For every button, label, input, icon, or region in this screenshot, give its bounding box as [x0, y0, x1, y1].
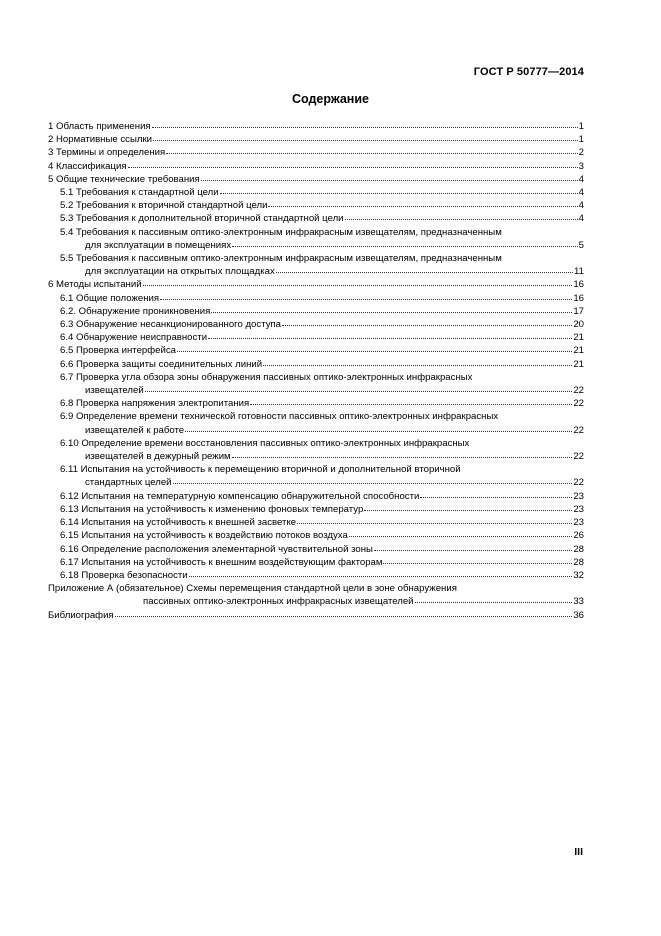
toc-entry[interactable]: [48, 292, 584, 305]
toc-entry-title: 6.14 Испытания на устойчивость к внешней засветке: [60, 517, 297, 529]
toc-entry-page: 16: [573, 292, 584, 304]
page-number: III: [574, 846, 583, 858]
toc-entry-title: извещателей в дежурный режим: [85, 451, 231, 463]
toc-entry-title: 5.4 Требования к пассивным оптико-электронным инфракрасным извещателям, предназначенным: [60, 226, 502, 238]
toc-entry-title: 6 Методы испытаний: [48, 279, 142, 291]
toc-entry[interactable]: [48, 318, 584, 331]
toc-entry-title: 6.1 Общие положения: [60, 292, 160, 304]
toc-entry[interactable]: [48, 186, 584, 199]
toc-entry-page: 4: [578, 187, 584, 199]
toc-entry-page: 23: [573, 503, 584, 515]
table-of-contents: [48, 120, 584, 622]
toc-entry-page: 23: [573, 490, 584, 502]
toc-entry[interactable]: [48, 358, 584, 371]
toc-entry-title: извещателей к работе: [85, 424, 185, 436]
dot-leader: [185, 424, 572, 432]
toc-entry-title: 6.4 Обнаружение неисправности: [60, 332, 208, 344]
toc-entry[interactable]: [48, 252, 584, 278]
dot-leader: [220, 186, 578, 194]
dot-leader: [208, 331, 572, 339]
toc-entry[interactable]: [48, 146, 584, 159]
toc-entry-title: Библиография: [48, 609, 114, 621]
dot-leader: [276, 265, 573, 273]
dot-leader: [201, 173, 578, 181]
toc-entry-title: 4 Классификация: [48, 160, 127, 172]
toc-entry-page: 28: [573, 543, 584, 555]
toc-entry-page: 26: [573, 530, 584, 542]
dot-leader: [166, 146, 577, 154]
toc-entry-title: 6.11 Испытания на устойчивость к перемещению вторичной и дополнительной вторичной: [60, 464, 461, 476]
dot-leader: [374, 543, 572, 551]
toc-entry-page: 21: [573, 345, 584, 357]
toc-entry-page: 22: [573, 451, 584, 463]
toc-entry-page: 36: [573, 609, 584, 621]
dot-leader: [211, 305, 572, 313]
toc-entry[interactable]: [48, 199, 584, 212]
dot-leader: [152, 120, 578, 128]
toc-entry[interactable]: [48, 344, 584, 357]
toc-entry[interactable]: [48, 503, 584, 516]
toc-entry[interactable]: [48, 305, 584, 318]
toc-entry-page: 23: [573, 517, 584, 529]
toc-entry-title: 5 Общие технические требования: [48, 173, 200, 185]
dot-leader: [177, 344, 572, 352]
toc-entry[interactable]: [48, 278, 584, 291]
toc-entry-title: для эксплуатации на открытых площадках: [85, 266, 275, 278]
toc-entry[interactable]: [48, 490, 584, 503]
toc-entry-page: 28: [573, 556, 584, 568]
toc-entry-page: 22: [573, 477, 584, 489]
toc-entry-title: Приложение А (обязательное) Схемы перемещения стандартной цели в зоне обнаружения: [48, 583, 457, 595]
toc-entry-page: 16: [573, 279, 584, 291]
toc-entry-title: 6.8 Проверка напряжения электропитания: [60, 398, 250, 410]
toc-entry-page: 21: [573, 332, 584, 344]
toc-entry-title: 6.6 Проверка защиты соединительных линий: [60, 358, 263, 370]
toc-entry[interactable]: [48, 173, 584, 186]
dot-leader: [153, 133, 578, 141]
toc-entry-title: 6.10 Определение времени восстановления пассивных оптико-электронных инфракрасных: [60, 437, 470, 449]
toc-entry[interactable]: [48, 331, 584, 344]
toc-entry-title: 6.2. Обнаружение проникновения: [60, 305, 211, 317]
toc-entry[interactable]: [48, 556, 584, 569]
toc-entry-title: 2 Нормативные ссылки: [48, 134, 153, 146]
dot-leader: [364, 503, 572, 511]
dot-leader: [189, 569, 573, 577]
dot-leader: [160, 292, 572, 300]
dot-leader: [128, 160, 578, 168]
toc-entry-page: 3: [578, 160, 584, 172]
dot-leader: [420, 490, 572, 498]
toc-entry-page: 21: [573, 358, 584, 370]
toc-entry-title: 6.17 Испытания на устойчивость к внешним воздействующим факторам: [60, 556, 383, 568]
toc-entry-page: 1: [578, 134, 584, 146]
toc-entry-title: 6.12 Испытания на температурную компенсацию обнаружительной способности: [60, 490, 420, 502]
toc-entry-title: 6.7 Проверка угла обзора зоны обнаружения пассивных оптико-электронных инфракрасных: [60, 371, 473, 383]
toc-entry-title: 6.13 Испытания на устойчивость к изменению фоновых температур: [60, 503, 364, 515]
toc-entry-page: 22: [573, 385, 584, 397]
toc-entry[interactable]: [48, 437, 584, 463]
toc-entry-title: 5.5 Требования к пассивным оптико-электронным инфракрасным извещателям, предназначенным: [60, 253, 502, 265]
document-code: ГОСТ Р 50777—2014: [473, 66, 584, 78]
toc-entry-title: 6.15 Испытания на устойчивость к воздействию потоков воздуха: [60, 530, 348, 542]
dot-leader: [143, 278, 573, 286]
toc-entry[interactable]: [48, 397, 584, 410]
toc-entry-title: 5.2 Требования к вторичной стандартной цели: [60, 200, 268, 212]
dot-leader: [173, 476, 573, 484]
toc-entry-page: 32: [573, 569, 584, 581]
dot-leader: [250, 397, 572, 405]
dot-leader: [268, 199, 577, 207]
toc-entry[interactable]: [48, 609, 584, 622]
dot-leader: [263, 358, 572, 366]
toc-entry-page: 4: [578, 200, 584, 212]
toc-entry[interactable]: [48, 410, 584, 436]
dot-leader: [345, 212, 578, 220]
toc-entry-title: извещателей: [85, 385, 144, 397]
toc-entry-title: 5.1 Требования к стандартной цели: [60, 187, 219, 199]
dot-leader: [232, 450, 573, 458]
toc-entry-title: 6.3 Обнаружение несанкционированного доступа: [60, 319, 282, 331]
toc-entry-title: 6.16 Определение расположения элементарной чувствительной зоны: [60, 543, 373, 555]
toc-entry-page: 20: [573, 319, 584, 331]
dot-leader: [115, 609, 573, 617]
toc-entry-page: 17: [573, 305, 584, 317]
dot-leader: [383, 556, 572, 564]
toc-entry[interactable]: [48, 160, 584, 173]
toc-entry[interactable]: [48, 569, 584, 582]
toc-entry[interactable]: [48, 226, 584, 252]
toc-entry-page: 1: [578, 121, 584, 132]
toc-entry[interactable]: [48, 543, 584, 556]
toc-entry-page: 4: [578, 173, 584, 185]
toc-entry-page: 22: [573, 398, 584, 410]
toc-entry-title: 6.5 Проверка интерфейса: [60, 345, 176, 357]
toc-entry-title: 6.18 Проверка безопасности: [60, 569, 188, 581]
toc-entry-page: 33: [573, 596, 584, 608]
dot-leader: [145, 384, 573, 392]
toc-entry[interactable]: [48, 371, 584, 397]
toc-entry-page: 11: [574, 266, 584, 278]
toc-entry-title: пассивных оптико-электронных инфракрасных извещателей: [143, 596, 414, 608]
toc-entry[interactable]: [48, 516, 584, 529]
dot-leader: [232, 239, 578, 247]
toc-entry-title: 5.3 Требования к дополнительной вторичной стандартной цели: [60, 213, 344, 225]
toc-entry-title: 1 Область применения: [48, 121, 151, 132]
toc-entry-page: 22: [573, 424, 584, 436]
toc-entry[interactable]: [48, 463, 584, 489]
dot-leader: [297, 516, 572, 524]
dot-leader: [349, 529, 573, 537]
dot-leader: [415, 595, 573, 603]
toc-entry[interactable]: [48, 133, 584, 146]
toc-entry-page: 4: [578, 213, 584, 225]
toc-entry[interactable]: [48, 120, 584, 133]
toc-entry[interactable]: [48, 529, 584, 542]
toc-entry[interactable]: [48, 212, 584, 225]
page-title: Содержание: [291, 92, 369, 106]
toc-entry-title: стандартных целей: [85, 477, 172, 489]
toc-entry-page: 2: [578, 147, 584, 159]
toc-entry-title: 6.9 Определение времени технической готовности пассивных оптико-электронных инфракрасных: [60, 411, 499, 423]
toc-entry-title: 3 Термины и определения: [48, 147, 166, 159]
toc-entry-title: для эксплуатации в помещениях: [85, 239, 232, 251]
toc-entry[interactable]: [48, 582, 584, 608]
toc-entry-page: 5: [578, 239, 584, 251]
dot-leader: [282, 318, 572, 326]
